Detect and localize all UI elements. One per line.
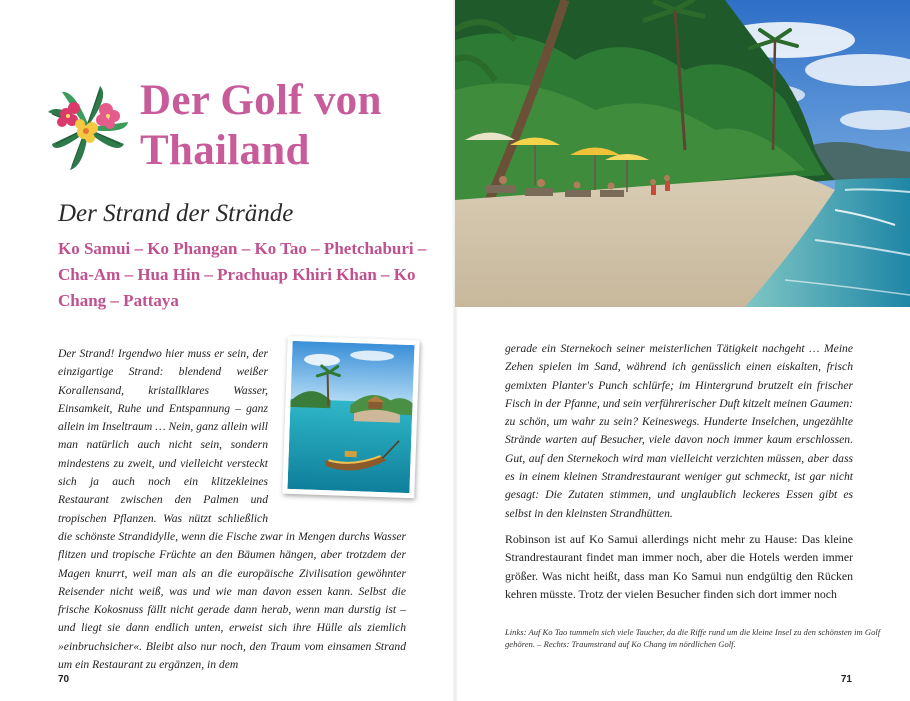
ko-chang-beach-photo (455, 0, 910, 307)
photo-caption: Links: Auf Ko Tao tummeln sich viele Taucher, da die Riffe rund um die kleine Insel zu den schönsten im Golf gehören. – Rechts: Traumstrand auf Ko Chang im nördlichen Golf. (505, 627, 881, 649)
body-text-right: Robinson ist auf Ko Samui allerdings nicht mehr zu Hause: Das kleine Strandrestaurant findet man immer noch, aber die Hotels werden immer größer. Was nicht heißt, dass man Ko Samui nun endgültig den Rücken kehren müsste. Trotz der vielen Besucher finden sich dort immer noch (505, 532, 853, 601)
body-text-right-italic: gerade ein Sternekoch seiner meisterlichen Tätigkeit nachgeht … Meine Zehen spielen im Sand, während ich genüsslich einen eiskalten, frisch gemixten Planter's Punch schlürfe; im Hintergrund brutzelt ein frischer Fisch in der Pfanne, und sein verführerischer Duft kitzelt meinen Gaumen: zu schön, um wahr zu sein? Keineswegs. Hunderte Inselchen, ungezählte Strände warten auf Besucher, viele davon noch immer kaum erschlossen. Gut, auf den Sternekoch wird man vielleicht verzichten müssen, aber dass es in einem kleinen Strandrestaurant weniger gut schmeckt, ist gar nicht gesagt: Die Zutaten stimmen, und unglaublich leckeres Essen gibt es selbst in den kleinsten Strandhütten. (505, 342, 853, 520)
tropical-flower-icon (40, 82, 132, 174)
body-paragraph: Der Strand! Irgendwo hier muss er sein, der einzigartige Strand: blendend weißer Korallensand, kristallklares Wasser, Einsamkeit, Ruhe und Entspannung – ganz allein im Inseltraum … Nein, ganz allein will man natürlich auch nicht sein, sondern mindestens zu zweit, und vielleicht versteckt sich ja auch noch ein klitzekleines Restaurant zwischen den Palmen und tropischen Pflanzen. Was nützt schließlich die schönste Strandidylle, wenn die Fische zwar in Mengen durchs Wasser flitzen und tropische Früchte an den Bäumen hängen, aber trotzdem der Magen knurrt, weil man als an die europäische Zivilisation gewöhnter Reisender nicht weiß, was und wie man davon essen kann. Selbst die frische Kokosnuss fällt nicht gerade dann herab, wenn man durstig ist – und liegt sie dann endlich unten, erweist sich ihre Hülle als ziemlich »einbruchsicher«. Bleibt also nur noch, den Traum vom einsamen Strand um ein Restaurant zu ergänzen, in dem (58, 347, 406, 672)
chapter-title: Der Golf von Thailand (140, 77, 382, 174)
places-list: Ko Samui – Ko Phangan – Ko Tao – Phetchaburi – Cha-Am – Hua Hin – Prachuap Khiri Khan – Ko Chang – Pattaya (58, 239, 427, 310)
chapter-subtitle: Der Strand der Strände (58, 200, 294, 227)
body-text-left (58, 345, 406, 674)
page-number: 70 (58, 674, 70, 685)
page-number: 71 (840, 674, 852, 685)
right-page (455, 0, 910, 701)
